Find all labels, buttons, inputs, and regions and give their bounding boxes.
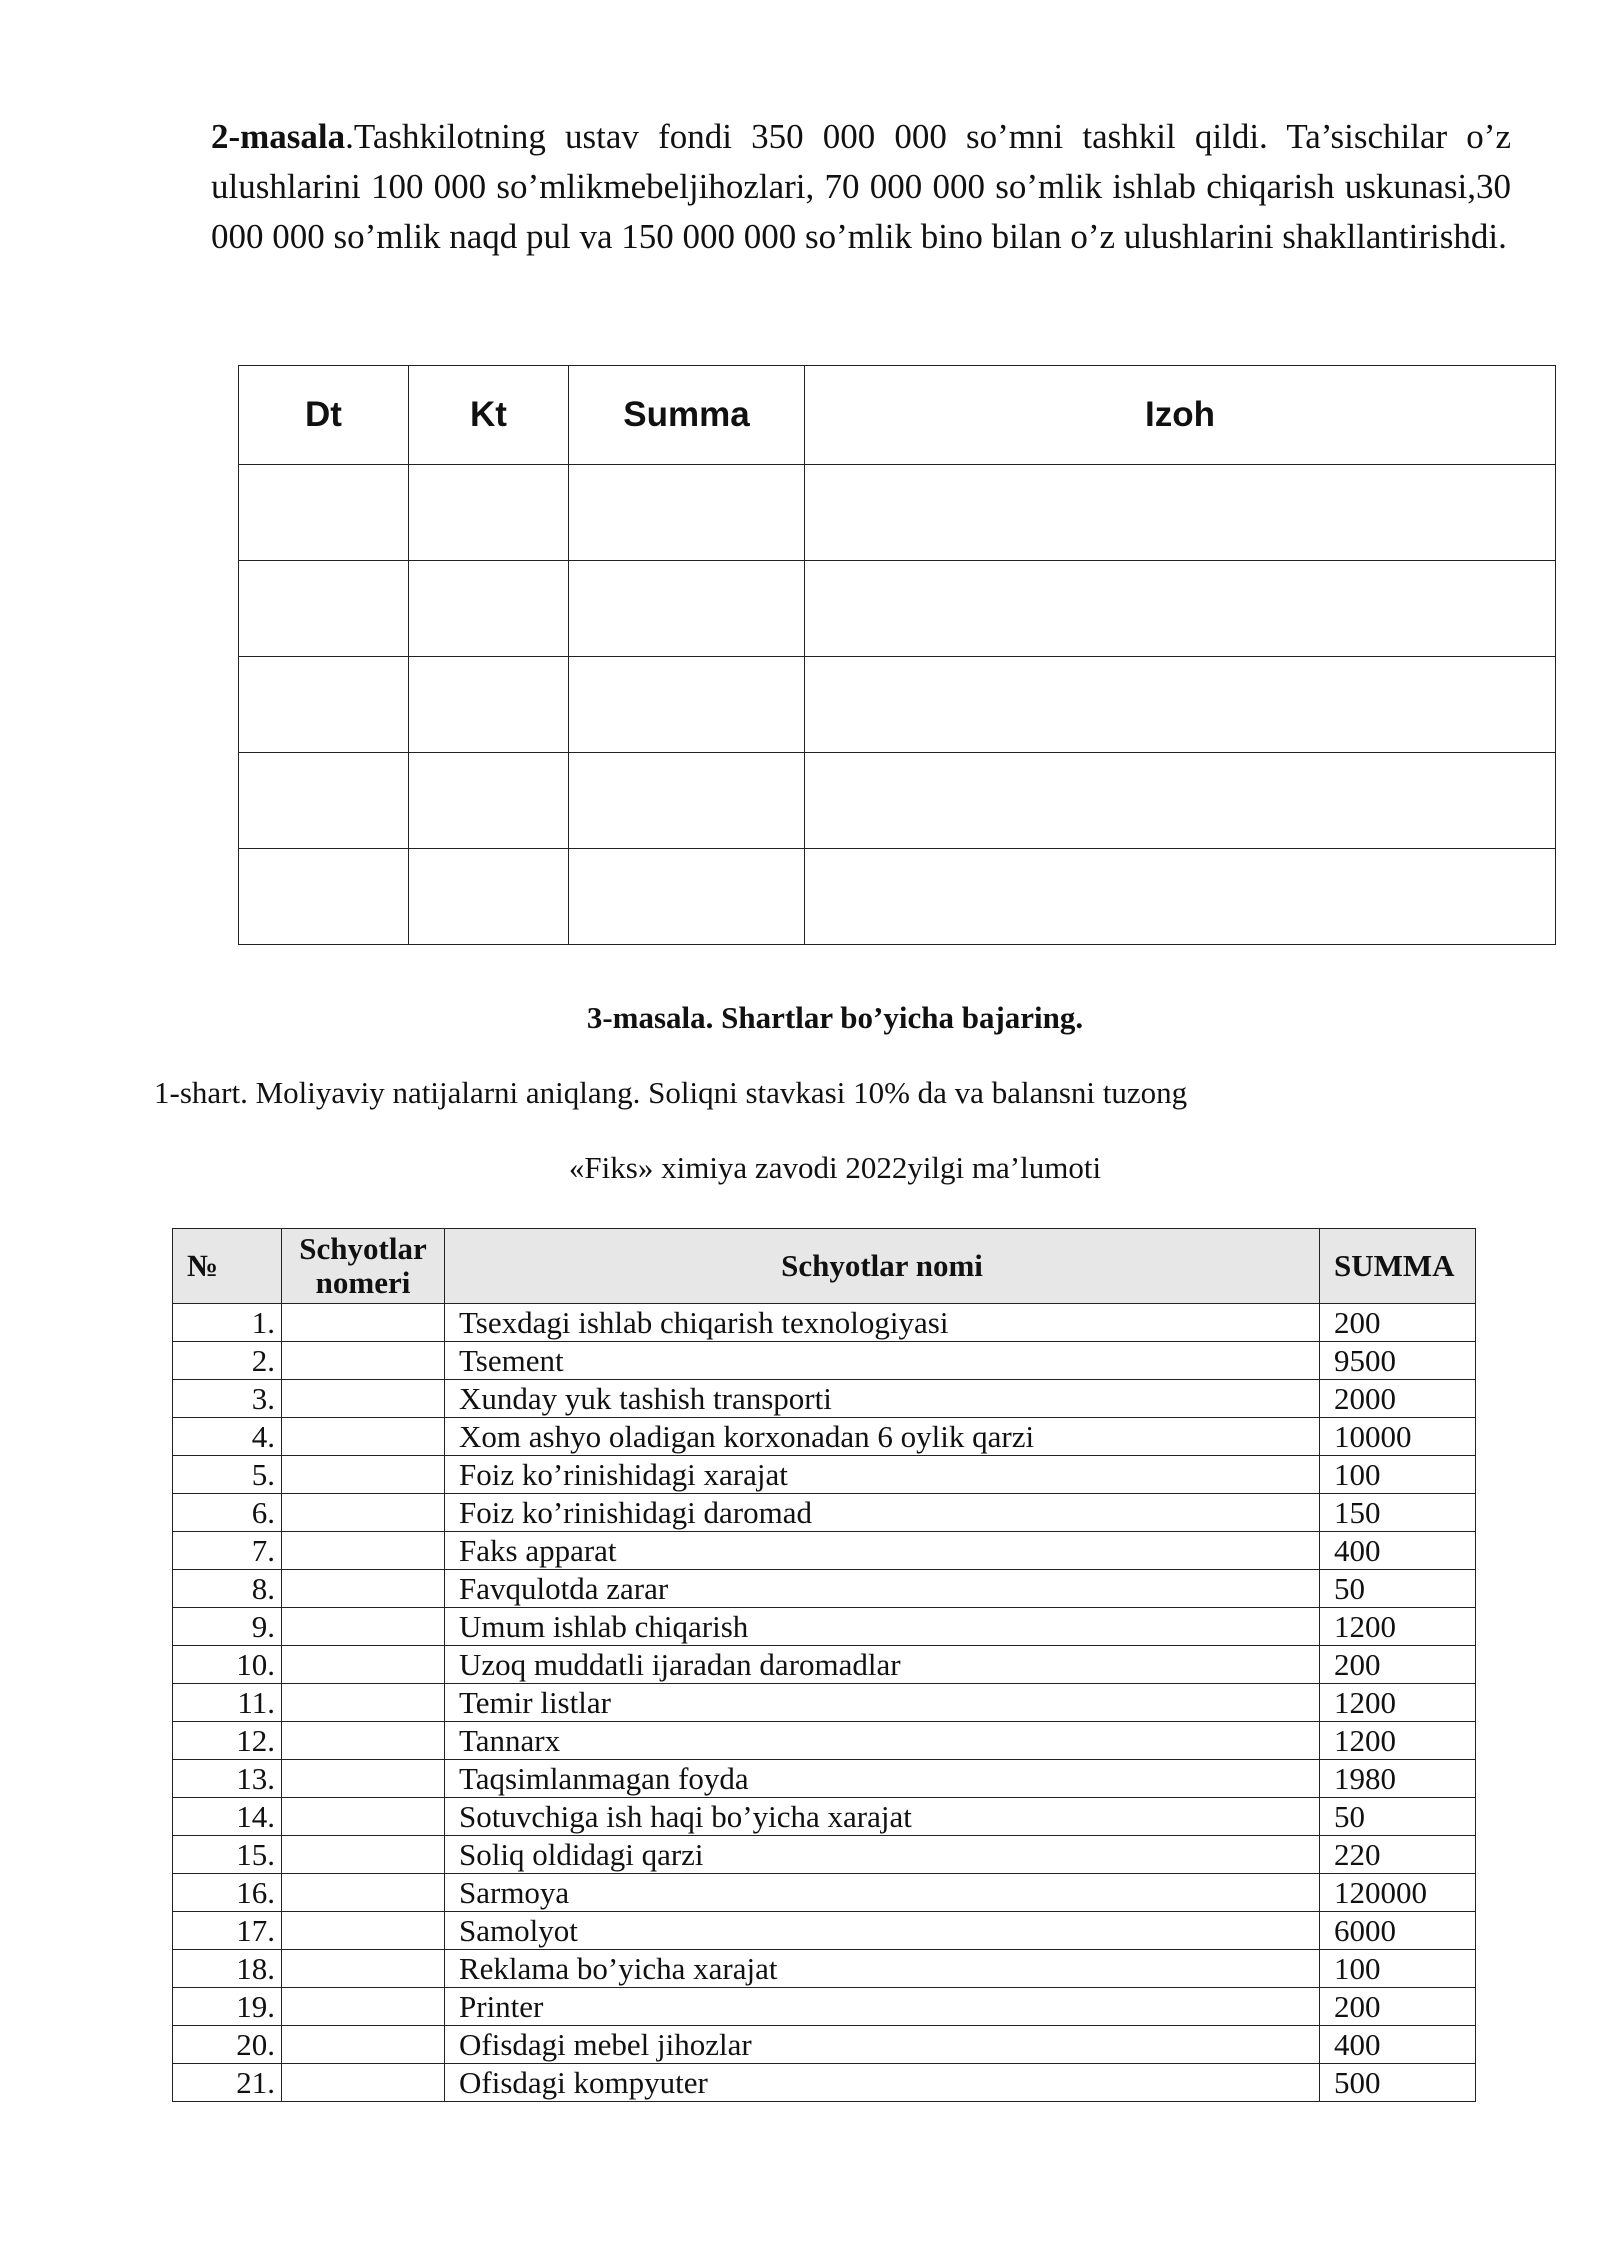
header-kt: Kt [409,366,569,465]
row-number: 10. [173,1646,282,1684]
journal-cell-kt [409,561,569,657]
account-number-cell [282,1608,445,1646]
table-row [173,1418,1476,1456]
row-number: 13. [173,1760,282,1798]
table-row [173,1456,1476,1494]
journal-row [239,465,1556,561]
journal-cell-summa [569,657,805,753]
account-sum: 1200 [1320,1684,1476,1722]
table-row [173,1646,1476,1684]
account-name: Tsexdagi ishlab chiqarish texnologiyasi [445,1304,1320,1342]
row-number: 20. [173,2026,282,2064]
account-sum: 2000 [1320,1380,1476,1418]
account-number-cell [282,2026,445,2064]
account-sum: 150 [1320,1494,1476,1532]
table-row [173,1950,1476,1988]
header-account-name: Schyotlar nomi [445,1229,1320,1304]
account-name: Uzoq muddatli ijaradan daromadlar [445,1646,1320,1684]
header-number: № [173,1229,282,1304]
row-number: 9. [173,1608,282,1646]
account-sum: 10000 [1320,1418,1476,1456]
journal-cell-kt [409,753,569,849]
account-sum: 100 [1320,1456,1476,1494]
table-row [173,1836,1476,1874]
account-sum: 100 [1320,1950,1476,1988]
journal-cell-kt [409,465,569,561]
journal-cell-izoh [805,465,1556,561]
account-sum: 200 [1320,1646,1476,1684]
journal-row [239,753,1556,849]
journal-cell-izoh [805,753,1556,849]
account-name: Tsement [445,1342,1320,1380]
journal-cell-dt [239,657,409,753]
condition-1: 1-shart. Moliyaviy natijalarni aniqlang. Soliqni stavkasi 10% da va balansni tuzong [154,1075,1188,1110]
account-name: Taqsimlanmagan foyda [445,1760,1320,1798]
account-name: Ofisdagi mebel jihozlar [445,2026,1320,2064]
account-name: Favqulotda zarar [445,1570,1320,1608]
journal-body [239,465,1556,945]
account-name: Foiz ko’rinishidagi xarajat [445,1456,1320,1494]
row-number: 7. [173,1532,282,1570]
account-sum: 6000 [1320,1912,1476,1950]
table-row [173,1874,1476,1912]
table-row [173,1532,1476,1570]
row-number: 1. [173,1304,282,1342]
header-summa-caps: SUMMA [1320,1229,1476,1304]
table-row [173,1494,1476,1532]
row-number: 16. [173,1874,282,1912]
account-sum: 200 [1320,1988,1476,2026]
account-number-cell [282,2064,445,2102]
account-sum: 1200 [1320,1722,1476,1760]
account-name: Ofisdagi kompyuter [445,2064,1320,2102]
table-row [173,2064,1476,2102]
table-row [173,1304,1476,1342]
header-summa: Summa [569,366,805,465]
header-izoh: Izoh [805,366,1556,465]
problem-2-text: .Tashkilotning ustav fondi 350 000 000 so’mni tashkil qildi. Ta’sischilar o’z ulushlarini 100 000 so’mlikmebeljihozlari, 70 000 000 so’mlik ishlab chiqarish uskunasi,30 000 000 so’mlik naqd pul va 150 000 000 so’mlik bino bilan o’z ulushlarini shakllantirishdi. [211,117,1511,256]
account-number-cell [282,1532,445,1570]
table-row [173,2026,1476,2064]
account-number-cell [282,1912,445,1950]
table-row [173,1342,1476,1380]
account-number-cell [282,1456,445,1494]
journal-cell-kt [409,657,569,753]
journal-cell-summa [569,849,805,945]
row-number: 19. [173,1988,282,2026]
problem-3-heading: 3-masala. Shartlar bo’yicha bajaring. [586,1000,1084,1035]
journal-cell-dt [239,849,409,945]
accounts-table [172,1228,1476,2102]
row-number: 11. [173,1684,282,1722]
account-number-cell [282,1798,445,1836]
table-row [173,1988,1476,2026]
account-sum: 400 [1320,2026,1476,2064]
account-name: Reklama bo’yicha xarajat [445,1950,1320,1988]
account-name: Sotuvchiga ish haqi bo’yicha xarajat [445,1798,1320,1836]
account-sum: 50 [1320,1798,1476,1836]
table-row [173,1684,1476,1722]
problem-2-label: 2-masala [211,117,346,156]
account-sum: 1980 [1320,1760,1476,1798]
journal-cell-summa [569,465,805,561]
account-number-cell [282,1342,445,1380]
account-name: Soliq oldidagi qarzi [445,1836,1320,1874]
table-row [173,1722,1476,1760]
account-name: Sarmoya [445,1874,1320,1912]
account-name: Foiz ko’rinishidagi daromad [445,1494,1320,1532]
account-name: Tannarx [445,1722,1320,1760]
journal-entry-table [238,365,1556,945]
account-number-cell [282,1418,445,1456]
row-number: 6. [173,1494,282,1532]
journal-cell-summa [569,753,805,849]
journal-cell-dt [239,561,409,657]
account-sum: 120000 [1320,1874,1476,1912]
row-number: 4. [173,1418,282,1456]
account-name: Temir listlar [445,1684,1320,1722]
table-row [173,1608,1476,1646]
account-number-cell [282,1760,445,1798]
journal-cell-kt [409,849,569,945]
header-account-number: Schyotlar nomeri [282,1229,445,1304]
journal-row [239,849,1556,945]
journal-cell-dt [239,753,409,849]
row-number: 17. [173,1912,282,1950]
row-number: 5. [173,1456,282,1494]
account-number-cell [282,1304,445,1342]
account-name: Samolyot [445,1912,1320,1950]
account-number-cell [282,1950,445,1988]
account-number-cell [282,1570,445,1608]
journal-row [239,561,1556,657]
journal-cell-dt [239,465,409,561]
journal-cell-izoh [805,561,1556,657]
account-number-cell [282,1494,445,1532]
account-number-cell [282,1684,445,1722]
table-row [173,1380,1476,1418]
row-number: 8. [173,1570,282,1608]
account-sum: 9500 [1320,1342,1476,1380]
accounts-header-row [173,1229,1476,1304]
table-row [173,1912,1476,1950]
account-sum: 50 [1320,1570,1476,1608]
row-number: 14. [173,1798,282,1836]
account-sum: 200 [1320,1304,1476,1342]
journal-row [239,657,1556,753]
account-sum: 220 [1320,1836,1476,1874]
account-name: Xunday yuk tashish transporti [445,1380,1320,1418]
account-number-cell [282,1874,445,1912]
account-number-cell [282,1988,445,2026]
account-sum: 500 [1320,2064,1476,2102]
problem-2-paragraph [211,112,1511,262]
account-sum: 1200 [1320,1608,1476,1646]
account-sum: 400 [1320,1532,1476,1570]
journal-cell-izoh [805,849,1556,945]
account-number-cell [282,1836,445,1874]
account-number-cell [282,1646,445,1684]
account-name: Faks apparat [445,1532,1320,1570]
account-number-cell [282,1380,445,1418]
table-row [173,1570,1476,1608]
accounts-body [173,1304,1476,2102]
journal-cell-izoh [805,657,1556,753]
table-row [173,1798,1476,1836]
table-caption: «Fiks» ximiya zavodi 2022yilgi ma’lumoti [568,1150,1102,1185]
account-name: Xom ashyo oladigan korxonadan 6 oylik qarzi [445,1418,1320,1456]
row-number: 21. [173,2064,282,2102]
account-name: Printer [445,1988,1320,2026]
account-number-cell [282,1722,445,1760]
journal-header-row [239,366,1556,465]
account-name: Umum ishlab chiqarish [445,1608,1320,1646]
table-row [173,1760,1476,1798]
row-number: 3. [173,1380,282,1418]
row-number: 15. [173,1836,282,1874]
row-number: 18. [173,1950,282,1988]
journal-cell-summa [569,561,805,657]
row-number: 2. [173,1342,282,1380]
row-number: 12. [173,1722,282,1760]
header-dt: Dt [239,366,409,465]
